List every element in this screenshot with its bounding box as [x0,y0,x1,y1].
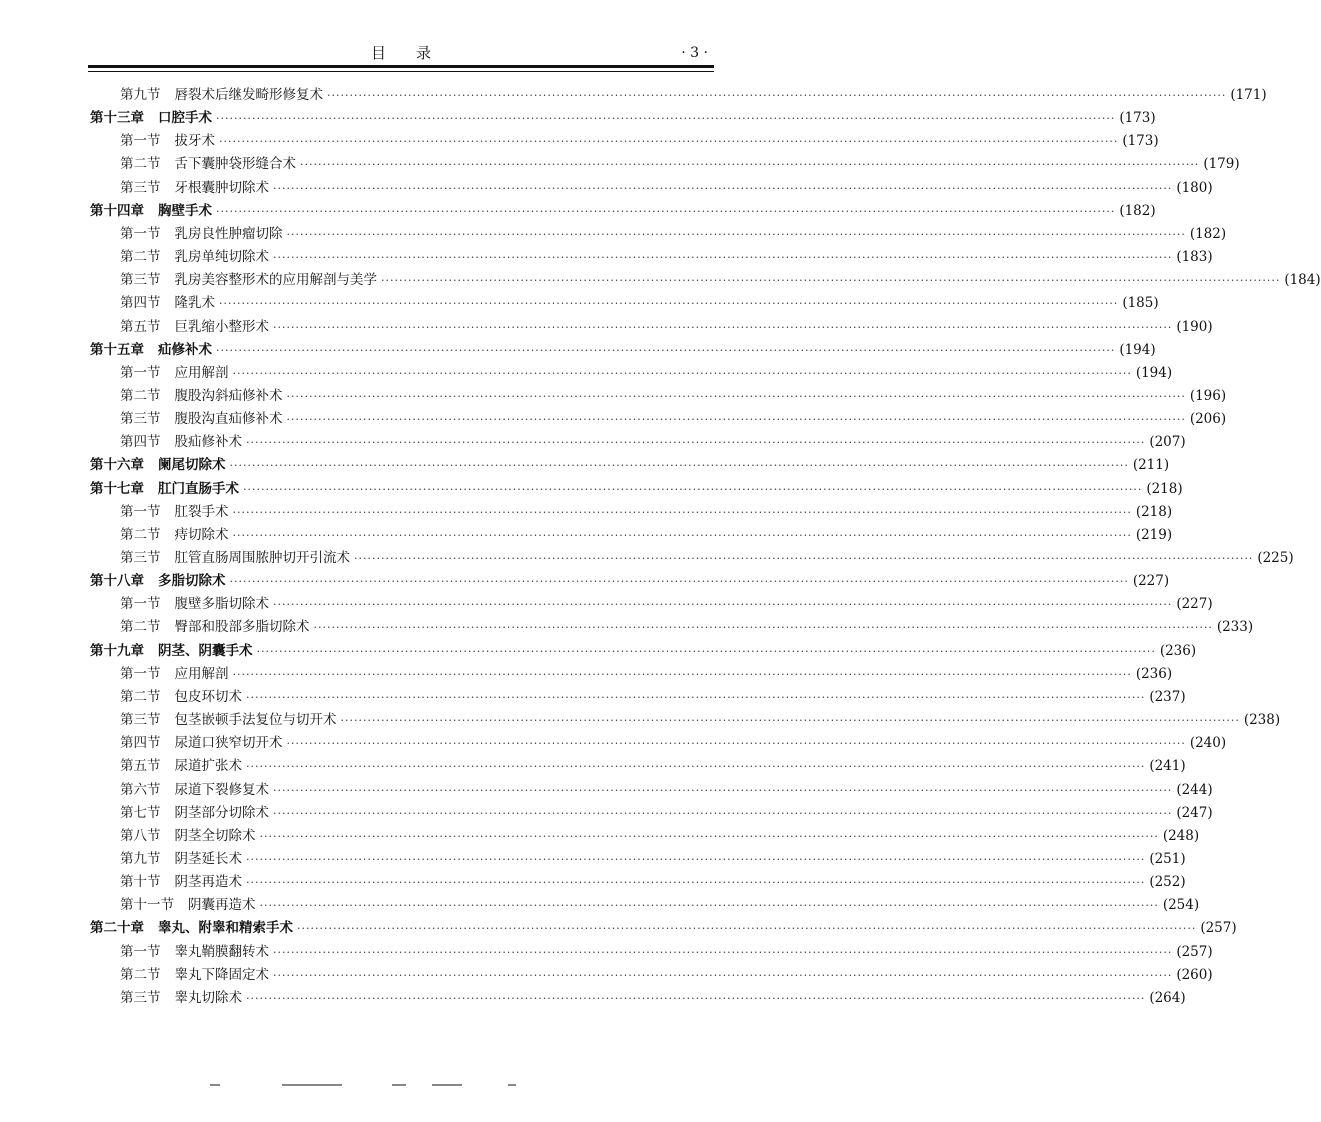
toc-entry-title: 腹股沟直疝修补术 [174,411,283,428]
toc-entry-title: 股疝修补术 [174,434,242,451]
toc-entry-number: 第十六章 [90,457,144,474]
toc-entry-number: 第三节 [120,272,161,289]
scan-mark [508,1084,516,1086]
toc-entry-number: 第十一节 [120,897,174,914]
toc-entry-title: 腹壁多脂切除术 [174,596,269,613]
toc-entry-number: 第二节 [120,526,161,543]
toc-entry-page: (206) [1189,411,1227,428]
toc-section-row [120,825,1200,848]
toc-entry-page: (252) [1149,874,1186,891]
toc-entry-title: 睾丸、附睾和精索手术 [158,920,293,937]
toc-section-row [120,431,1186,454]
toc-entry-title: 睾丸下降固定术 [174,966,269,983]
dot-leader: ········································································································································································································ [340,714,1240,728]
toc-section-row [120,663,1173,686]
toc-entry-title: 包茎嵌顿手法复位与切开术 [174,712,337,729]
dot-leader: ········································································································································································································ [313,621,1213,635]
dot-leader: ········································································································································································································ [232,528,1132,542]
toc-entry-title: 痔切除术 [174,526,229,543]
dot-leader: ········································································································································································································ [273,181,1173,195]
dot-leader: ········································································································································································································ [273,783,1173,797]
scan-mark [392,1084,406,1086]
toc-entry-number: 第九节 [120,87,161,103]
toc-entry-number: 第一节 [120,503,161,520]
toc-entry-page: (225) [1257,550,1294,566]
toc-section-row [120,779,1213,802]
toc-entry-page: (227) [1132,573,1170,590]
toc-entry-page: (248) [1162,827,1200,844]
toc-entry-number: 第二节 [120,156,161,173]
toc-chapter-row [90,107,1156,130]
toc-entry-number: 第二十章 [90,920,144,937]
dot-leader: ········································································································································································································ [232,505,1132,519]
dot-leader: ········································································································································································································ [381,274,1281,288]
toc-section-row [120,802,1213,825]
toc-entry-page: (171) [1230,87,1267,103]
toc-section-row [120,941,1213,964]
toc-entry-page: (238) [1243,712,1281,729]
toc-chapter-row [90,570,1170,593]
toc-entry-number: 第一节 [120,943,161,960]
toc-entry-page: (182) [1189,225,1227,242]
toc-entry-number: 第三节 [120,550,161,566]
dot-leader: ········································································································································································································ [246,991,1146,1005]
toc-section-row [120,755,1186,778]
toc-entry-page: (237) [1149,688,1186,705]
toc-entry-title: 包皮环切术 [174,688,242,705]
toc-entry-title: 胸壁手术 [158,202,212,219]
toc-entry-number: 第四节 [120,735,161,752]
toc-entry-number: 第三节 [120,179,161,196]
toc-entry-title: 拔牙术 [174,133,215,150]
toc-section-row [120,223,1227,246]
toc-section-row [120,130,1159,153]
toc-entry-number: 第五节 [120,758,161,775]
toc-section-row [120,362,1173,385]
toc-entry-page: (183) [1176,249,1213,266]
toc-entry-number: 第三节 [120,411,161,428]
toc-chapter-row [90,339,1156,362]
dot-leader: ········································································································································································································ [354,552,1254,565]
toc-entry-number: 第十四章 [90,202,144,219]
toc-entry-page: (236) [1159,642,1197,659]
toc-entry-page: (227) [1176,596,1213,613]
toc-entry-title: 乳房良性肿瘤切除 [174,225,283,242]
toc-entry-title: 乳房美容整形术的应用解剖与美学 [174,272,377,289]
toc-entry-number: 第五节 [120,318,161,335]
toc-entry-title: 牙根囊肿切除术 [174,179,269,196]
dot-leader: ········································································································································································································ [286,227,1186,241]
toc-section-row [120,987,1186,1010]
toc-entry-title: 阴囊再造术 [188,897,256,914]
toc-entry-page: (190) [1176,318,1213,335]
dot-leader: ········································································································································································································ [219,297,1119,311]
toc-entry-page: (260) [1176,966,1213,983]
toc-chapter-row [90,917,1237,940]
toc-section-row [120,732,1227,755]
dot-leader: ········································································································································································································ [273,320,1173,334]
toc-entry-number: 第九节 [120,850,161,867]
toc-section-row [120,894,1200,917]
toc-section-row [120,269,1321,292]
toc-entry-title: 尿道下裂修复术 [174,781,269,798]
toc-entry-page: (236) [1135,665,1173,682]
dot-leader: ········································································································································································································ [259,829,1159,843]
toc-entry-page: (211) [1132,457,1170,474]
toc-entry-title: 阴茎全切除术 [174,827,256,844]
running-header [88,44,714,62]
dot-leader: ········································································································································································································ [246,436,1146,450]
toc-entry-title: 肛门直肠手术 [158,480,239,497]
toc-entry-title: 肛管直肠周围脓肿切开引流术 [174,550,350,566]
dot-leader: ········································································································································································································ [229,575,1129,589]
toc-entry-number: 第三节 [120,989,161,1006]
toc-entry-title: 口腔手术 [158,110,212,127]
toc-entry-number: 第八节 [120,827,161,844]
toc-entry-number: 第二节 [120,966,161,983]
toc-entry-page: (218) [1135,503,1173,520]
toc-entry-title: 腹股沟斜疝修补术 [174,387,283,404]
toc-entry-number: 第一节 [120,364,161,381]
toc-section-row [120,524,1173,547]
toc-entry-page: (257) [1176,943,1213,960]
toc-entry-number: 第二节 [120,688,161,705]
toc-entry-number: 第六节 [120,781,161,798]
dot-leader: ········································································································································································································ [232,366,1132,380]
toc-entry-page: (207) [1149,434,1186,451]
toc-entry-number: 第七节 [120,804,161,821]
dot-leader: ········································································································································································································ [246,760,1146,774]
toc-section-row [120,292,1159,315]
toc-entry-page: (179) [1203,156,1240,173]
toc-section-row [120,593,1213,616]
toc-entry-title: 阑尾切除术 [158,457,226,474]
dot-leader: ········································································································································································································ [246,876,1146,890]
dot-leader: ········································································································································································································ [246,690,1146,704]
toc-entry-page: (184) [1284,272,1321,289]
dot-leader: ········································································································································································································ [300,158,1200,172]
toc-entry-title: 疝修补术 [158,341,212,358]
toc-section-row [120,501,1173,524]
toc-entry-number: 第二节 [120,387,161,404]
toc-entry-page: (247) [1176,804,1213,821]
dot-leader: ········································································································································································································ [229,459,1129,473]
toc-entry-title: 阴茎、阴囊手术 [158,642,253,659]
toc-entry-number: 第一节 [120,665,161,682]
toc-entry-page: (219) [1135,526,1173,543]
toc-entry-page: (257) [1200,920,1237,937]
toc-entry-number: 第十七章 [90,480,144,497]
toc-entry-number: 第十三章 [90,110,144,127]
toc-entry-page: (196) [1189,387,1227,404]
toc-entry-number: 第四节 [120,434,161,451]
toc-entry-title: 睾丸鞘膜翻转术 [174,943,269,960]
dot-leader: ········································································································································································································ [273,598,1173,612]
toc-chapter-row [90,640,1197,663]
toc-entry-number: 第二节 [120,619,161,636]
toc-entry-page: (244) [1176,781,1213,798]
dot-leader: ········································································································································································································ [259,899,1159,913]
dot-leader: ········································································································································································································ [297,922,1197,936]
toc-entry-title: 唇裂术后继发畸形修复术 [174,87,323,103]
toc-section-row [120,385,1227,408]
dot-leader: ········································································································································································································ [273,968,1173,982]
scan-mark [432,1084,462,1086]
toc-section-row [120,316,1213,339]
toc-chapter-row [90,200,1156,223]
toc-entry-page: (254) [1162,897,1200,914]
toc-entry-page: (173) [1119,110,1156,127]
toc-entry-page: (185) [1122,295,1159,312]
toc-section-row [120,84,1267,107]
toc-entry-number: 第一节 [120,133,161,150]
dot-leader: ········································································································································································································ [216,112,1116,126]
scan-mark [282,1084,342,1086]
toc-entry-title: 巨乳缩小整形术 [174,318,269,335]
toc-entry-number: 第一节 [120,596,161,613]
toc-section-row [120,848,1186,871]
dot-leader: ········································································································································································································ [243,482,1143,496]
toc-entry-title: 应用解剖 [174,665,229,682]
toc-entry-title: 隆乳术 [174,295,215,312]
dot-leader: ········································································································································································································ [286,413,1186,427]
header-rule-thick [88,65,714,68]
toc-entry-number: 第十八章 [90,573,144,590]
toc-entry-number: 第三节 [120,712,161,729]
toc-entry-page: (241) [1149,758,1186,775]
toc-entry-page: (264) [1149,989,1186,1006]
toc-entry-page: (218) [1146,480,1183,497]
toc-entry-title: 尿道口狭窄切开术 [174,735,283,752]
dot-leader: ········································································································································································································ [216,343,1116,357]
dot-leader: ········································································································································································································ [232,667,1132,681]
dot-leader: ········································································································································································································ [273,251,1173,265]
toc-entry-number: 第二节 [120,249,161,266]
toc-entry-title: 阴茎再造术 [174,874,242,891]
scan-mark [210,1084,220,1086]
toc-entry-number: 第四节 [120,295,161,312]
toc-section-row [120,408,1227,431]
dot-leader: ········································································································································································································ [286,389,1186,403]
toc-section-row [120,871,1186,894]
dot-leader: ········································································································································································································ [286,737,1186,751]
toc-entry-page: (180) [1176,179,1213,196]
toc-entry-page: (194) [1119,341,1156,358]
toc-chapter-row [90,454,1170,477]
header-title: 目录 [370,44,461,62]
dot-leader: ········································································································································································································ [256,644,1156,658]
toc-entry-number: 第一节 [120,225,161,242]
dot-leader: ········································································································································································································ [327,89,1227,102]
toc-entry-page: (233) [1216,619,1254,636]
dot-leader: ········································································································································································································ [273,806,1173,820]
dot-leader: ········································································································································································································ [273,945,1173,959]
dot-leader: ········································································································································································································ [246,852,1146,866]
toc-entry-title: 尿道扩张术 [174,758,242,775]
dot-leader: ········································································································································································································ [219,135,1119,149]
toc-section-row [120,686,1186,709]
toc-entry-page: (194) [1135,364,1173,381]
toc-entry-title: 应用解剖 [174,364,229,381]
toc-section-row [120,547,1294,570]
toc-entry-number: 第十五章 [90,341,144,358]
toc-entry-title: 舌下囊肿袋形缝合术 [174,156,296,173]
toc-entry-number: 第十节 [120,874,161,891]
toc-section-row [120,177,1213,200]
header-rule-thin [88,71,714,72]
dot-leader: ········································································································································································································ [216,204,1116,218]
page-number: · 3 · [681,45,708,61]
toc-chapter-row [90,478,1183,501]
toc-entry-title: 多脂切除术 [158,573,226,590]
toc-section-row [120,709,1281,732]
toc-section-row [120,964,1213,987]
toc-entry-page: (182) [1119,202,1156,219]
toc-entry-number: 第十九章 [90,642,144,659]
toc-section-row [120,153,1240,176]
toc-entry-page: (173) [1122,133,1159,150]
toc-entry-title: 阴茎部分切除术 [174,804,269,821]
toc-entry-title: 臀部和股部多脂切除术 [174,619,310,636]
toc-entry-title: 乳房单纯切除术 [174,249,269,266]
toc-entry-title: 肛裂手术 [174,503,229,520]
toc-entry-page: (251) [1149,850,1186,867]
toc-entry-page: (240) [1189,735,1227,752]
toc-section-row [120,616,1254,639]
toc-entry-title: 阴茎延长术 [174,850,242,867]
toc-section-row [120,246,1213,269]
toc-entry-title: 睾丸切除术 [174,989,242,1006]
